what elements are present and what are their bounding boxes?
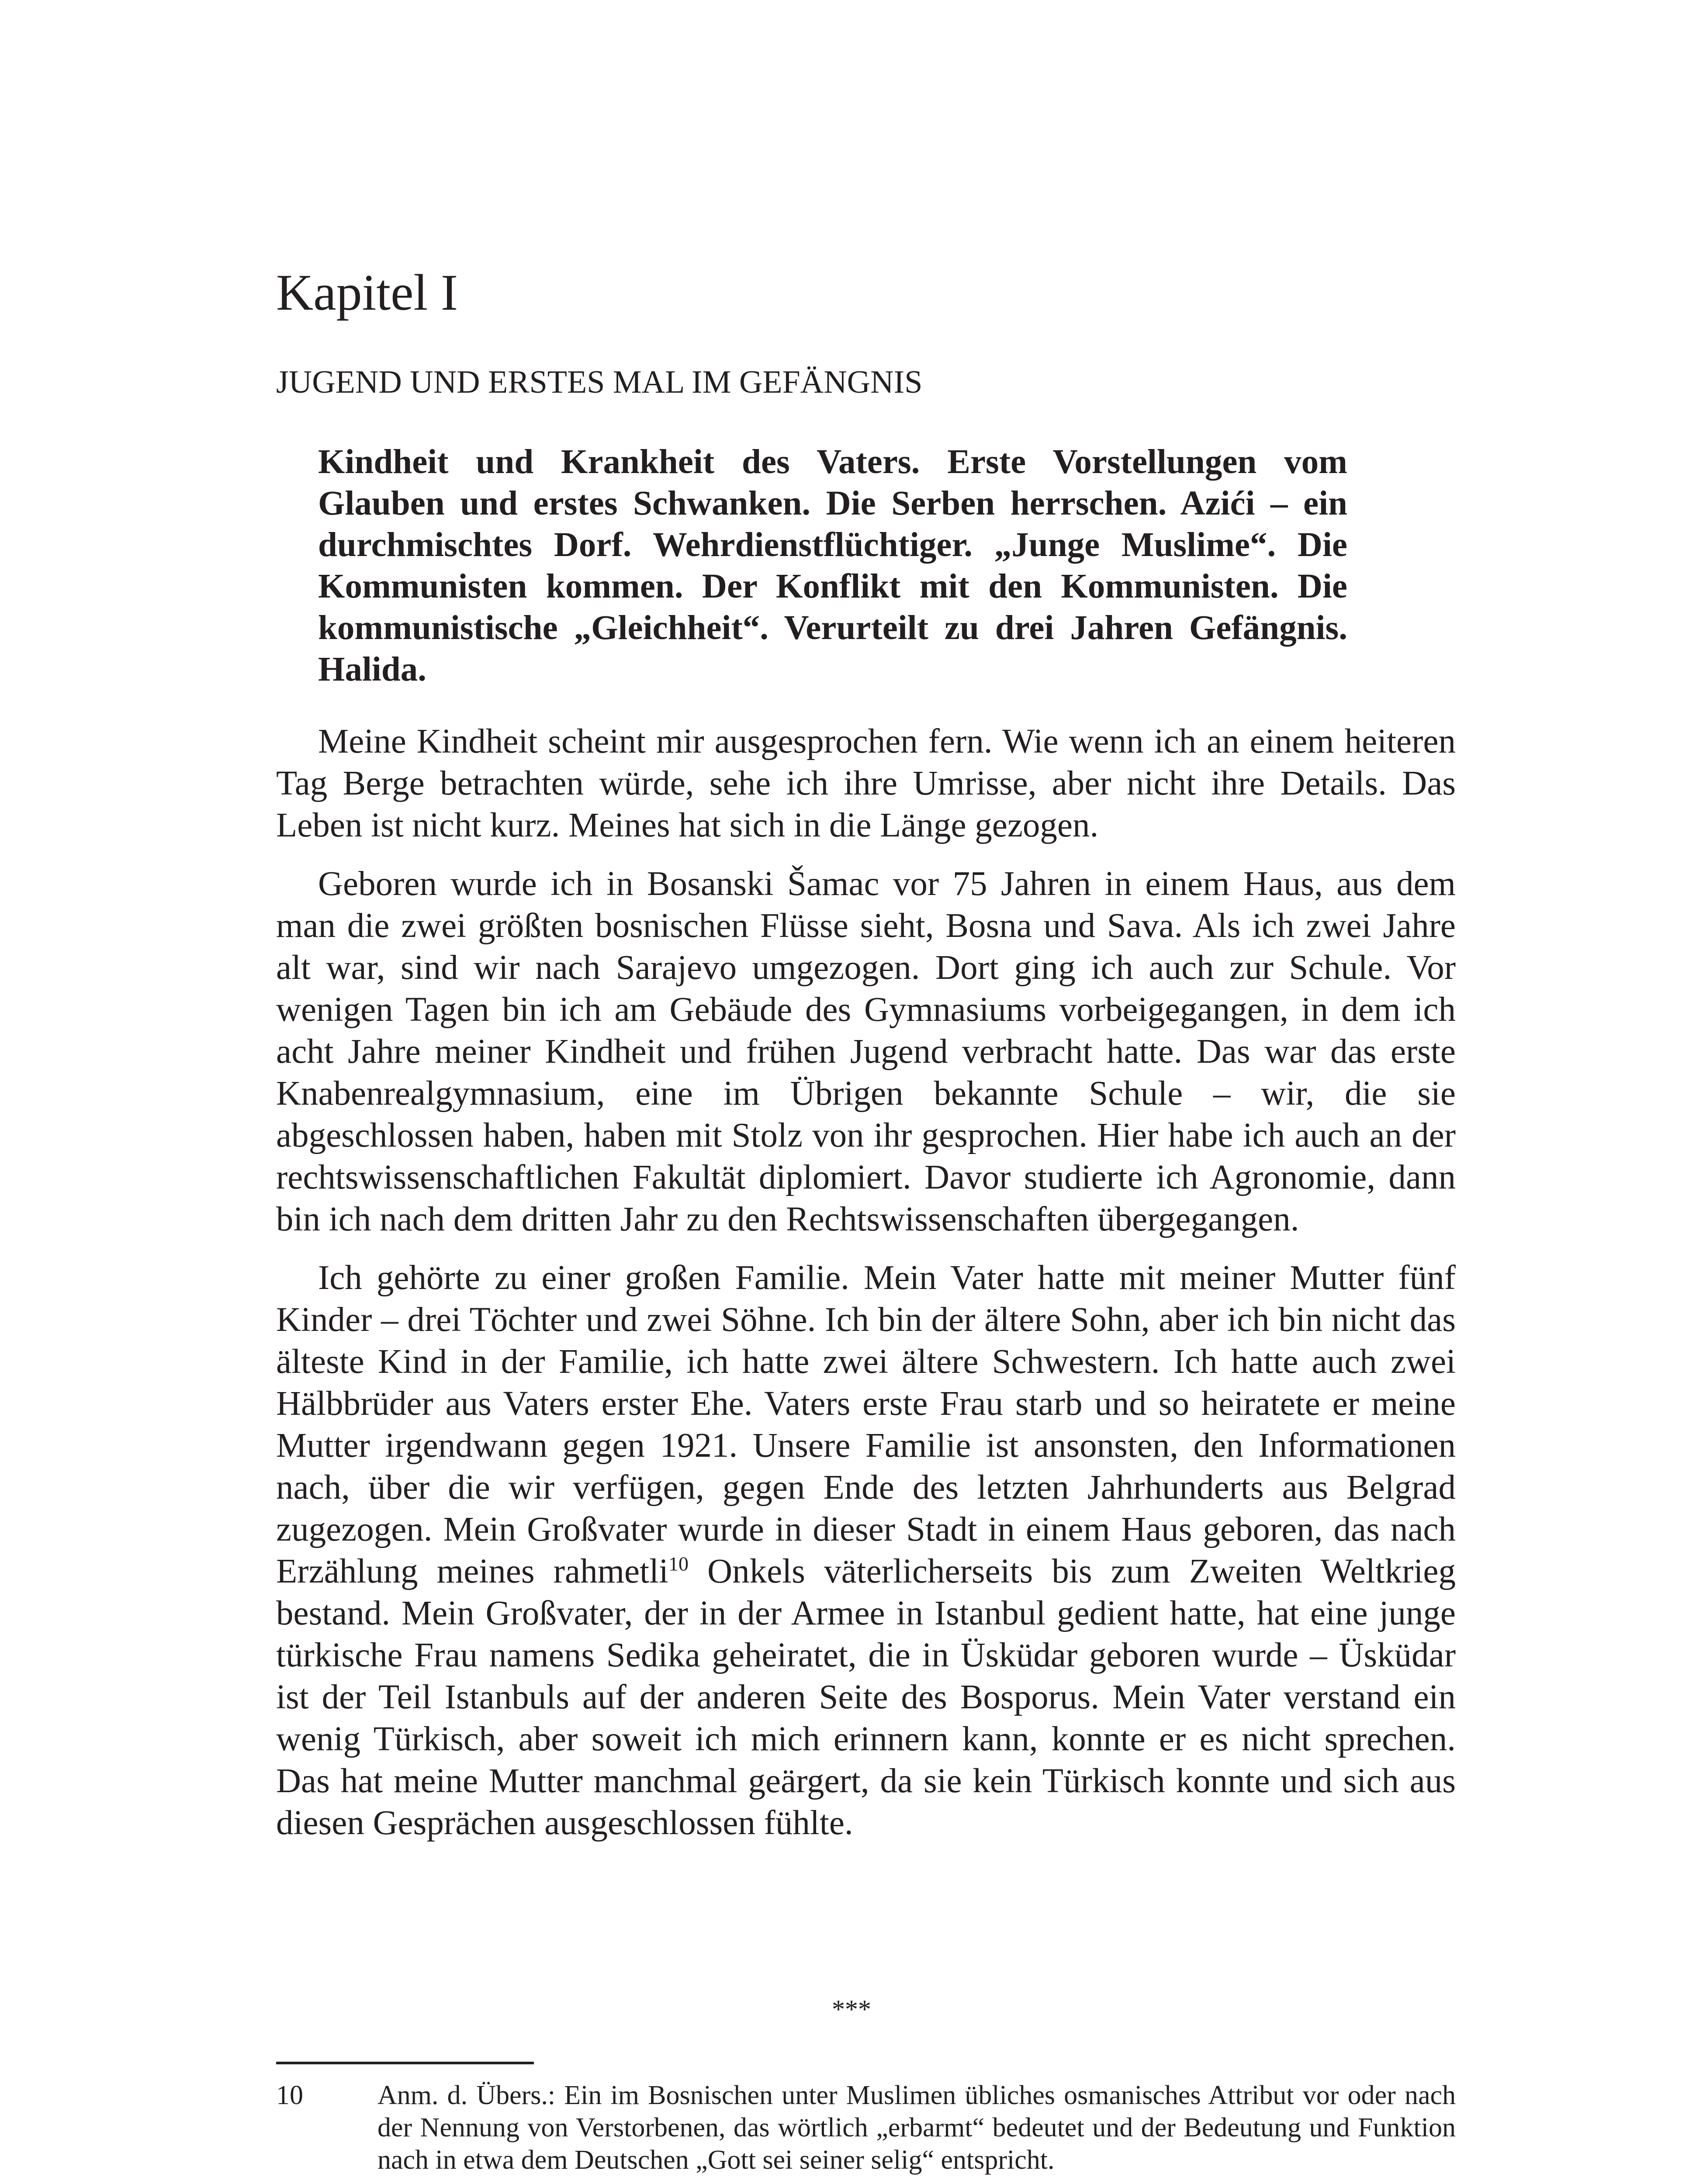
footnote-divider <box>276 2062 534 2064</box>
footnote-reference[interactable]: 10 <box>668 1552 689 1575</box>
paragraph-3 <box>276 1257 1456 1844</box>
paragraph-3-part-2: Onkels väterlicherseits bis zum Zweiten Weltkrieg bestand. Mein Großvater, der in der Armee in Istanbul gedient hatte, hat eine junge türkische Frau namens Sedika geheiratet, die in Üsküdar geboren wurde – Üsküdar ist der Teil Istanbuls auf der anderen Seite des Bosporus. Mein Vater verstand ein wenig Türkisch, aber soweit ich mich erinnern kann, konnte er es nicht sprechen. Das hat meine Mutter manchmal geärgert, da sie kein Türkisch konnte und sich aus diesen Gesprächen ausgeschlossen fühlte. <box>276 1552 1456 1842</box>
body-text <box>276 721 1456 1861</box>
chapter-summary: Kindheit und Krankheit des Vaters. Erste Vorstellungen vom Glauben und erstes Schwanken. Die Serben herrschen. Azići – ein durchmischtes Dorf. Wehrdienstflüchtiger. „Junge Muslime“. Die Kommunisten kommen. Der Konflikt mit den Kommunisten. Die kommunistische „Gleichheit“. Verurteilt zu drei Jahren Gefängnis. Halida. <box>318 443 1347 688</box>
footnote-text: Anm. d. Übers.: Ein im Bosnischen unter Muslimen übliches osmanisches Attribut vor oder nach der Nennung von Verstorbenen, das wörtlich „erbarmt“ bedeutet und der Bedeutung und Funktion nach in etwa dem Deutschen „Gott sei seiner selig“ entspricht. <box>377 2080 1456 2175</box>
chapter-title: Kapitel I <box>276 264 458 321</box>
section-separator: *** <box>832 1995 871 2024</box>
footnote <box>276 2079 1456 2176</box>
paragraph-1: Meine Kindheit scheint mir ausgesprochen fern. Wie wenn ich an einem heiteren Tag Berge betrachten würde, sehe ich ihre Umrisse, aber nicht ihre Details. Das Leben ist nicht kurz. Meines hat sich in die Länge gezogen. <box>276 722 1456 844</box>
chapter-subtitle: JUGEND UND ERSTES MAL IM GEFÄNGNIS <box>276 364 923 400</box>
footnote-number: 10 <box>276 2080 303 2110</box>
paragraph-3-part-1: Ich gehörte zu einer großen Familie. Mein Vater hatte mit meiner Mutter fünf Kinder – drei Töchter und zwei Söhne. Ich bin der ältere Sohn, aber ich bin nicht das älteste Kind in der Familie, ich hatte zwei ältere Schwestern. Ich hatte auch zwei Hälbbrüder aus Vaters erster Ehe. Vaters erste Frau starb und so heiratete er meine Mutter irgendwann gegen 1921. Unsere Familie ist ansonsten, den Informationen nach, über die wir verfügen, gegen Ende des letzten Jahrhunderts aus Belgrad zugezogen. Mein Großvater wurde in dieser Stadt in einem Haus geboren, das nach Erzählung meines rahmetli <box>276 1259 1456 1590</box>
paragraph-2: Geboren wurde ich in Bosanski Šamac vor 75 Jahren in einem Haus, aus dem man die zwei größten bosnischen Flüsse sieht, Bosna und Sava. Als ich zwei Jahre alt war, sind wir nach Sarajevo umgezogen. Dort ging ich auch zur Schule. Vor wenigen Tagen bin ich am Gebäude des Gymnasiums vorbeigegangen, in dem ich acht Jahre meiner Kindheit und frühen Jugend verbracht hatte. Das war das erste Knabenrealgymnasium, eine im Übrigen bekannte Schule – wir, die sie abgeschlossen haben, haben mit Stolz von ihr gesprochen. Hier habe ich auch an der rechtswissenschaftlichen Fakultät diplomiert. Davor studierte ich Agronomie, dann bin ich nach dem dritten Jahr zu den Rechtswissenschaften übergegangen. <box>276 865 1456 1238</box>
